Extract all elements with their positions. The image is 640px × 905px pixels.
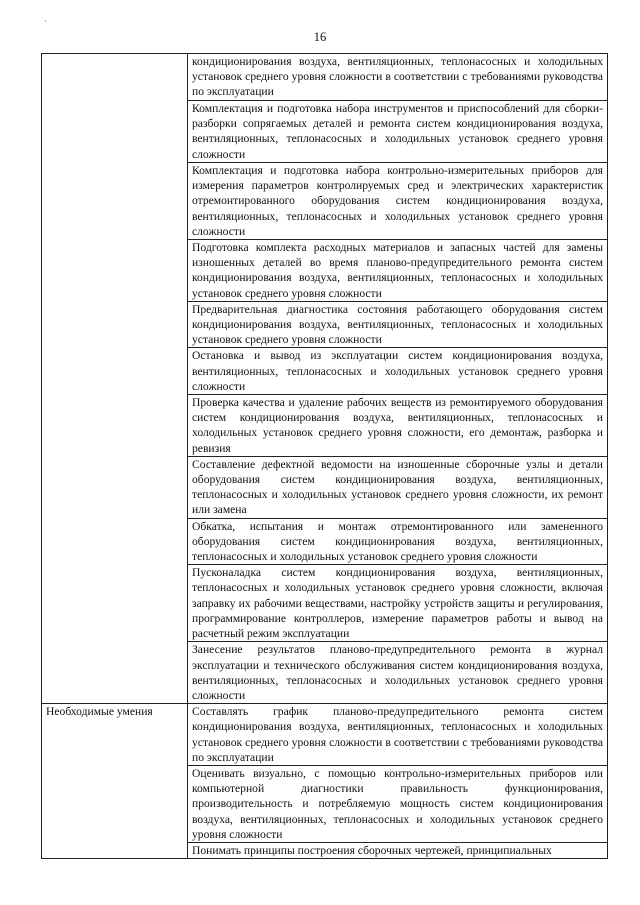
row-text-content: Пусконаладка систем кондиционирования воздуха, вентиляционных, теплонасосных и холодильных установок среднего уровня сложности, включая заправку их рабочими веществами, настройку устройств защиты и регулирования, программирование контроллеров, измерение параметров работы и вывод на расчетный режим эксплуатации bbox=[192, 566, 603, 641]
competency-table bbox=[41, 53, 608, 859]
row-text-content: Обкатка, испытания и монтаж отремонтированного или замененного оборудования систем кондиционирования воздуха, вентиляционных, теплонасосных и холодильных установок среднего уровня сложности bbox=[192, 519, 603, 564]
row-text-content: Комплектация и подготовка набора инструментов и приспособлений для сборки-разборки сопрягаемых деталей и ремонта систем кондиционирования воздуха, вентиляционных, теплонасосных и холодильных установок среднего уровня сложности bbox=[192, 102, 603, 161]
row-text bbox=[188, 704, 608, 766]
row-text bbox=[188, 395, 608, 457]
row-text bbox=[188, 101, 608, 163]
table-row bbox=[42, 704, 608, 766]
page-number: 16 bbox=[313, 30, 327, 44]
row-text-content: Понимать принципы построения сборочных чертежей, принципиальных bbox=[192, 843, 552, 857]
row-label: Необходимые умения bbox=[42, 704, 188, 859]
row-text-content: Остановка и вывод из эксплуатации систем кондиционирования воздуха, вентиляционных, теплонасосных и холодильных установок среднего уровня сложности bbox=[192, 349, 603, 393]
table-row bbox=[42, 54, 608, 101]
row-text-content: Оценивать визуально, с помощью контрольно-измерительных приборов или компьютерной диагностики правильность функционирования, производительность и потребляемую мощность систем кондиционирования воздуха, вентиляционных, теплонасосных и холодильных установок среднего уровня сложности bbox=[192, 766, 603, 841]
row-text bbox=[188, 54, 608, 101]
row-text-content: Комплектация и подготовка набора контрольно-измерительных приборов для измерения параметров контролируемых сред и электрических характеристик отремонтированного оборудования систем кондиционирования воздуха, вентиляционных, теплонасосных и холодильных установок среднего уровня сложности bbox=[192, 164, 603, 238]
row-text bbox=[188, 765, 608, 842]
row-text bbox=[188, 456, 608, 518]
row-text bbox=[188, 163, 608, 240]
row-text bbox=[188, 240, 608, 302]
row-text bbox=[188, 348, 608, 395]
corner-mark: · bbox=[44, 16, 47, 26]
row-label bbox=[42, 54, 188, 704]
row-text-content: Проверка качества и удаление рабочих веществ из ремонтируемого оборудования систем кондиционирования воздуха, вентиляционных, теплонасосных и холодильных установок среднего уровня сложности, его демонтаж, разборка и ревизия bbox=[192, 396, 603, 455]
row-text bbox=[188, 842, 608, 858]
row-text-content: кондиционирования воздуха, вентиляционных, теплонасосных и холодильных установок среднего уровня сложности в соответствии с требованиями руководства по эксплуатации bbox=[192, 55, 603, 99]
row-text-content: Составлять график планово-предупредительного ремонта систем кондиционирования воздуха, вентиляционных, теплонасосных и холодильных установок среднего уровня сложности в соответствии с требованиями руководства по эксплуатации bbox=[192, 705, 603, 764]
row-text bbox=[188, 642, 608, 704]
row-text-content: Составление дефектной ведомости на изношенные сборочные узлы и детали оборудования систем кондиционирования воздуха, вентиляционных, теплонасосных и холодильных установок среднего уровня сложности, их ремонт или замена bbox=[192, 457, 603, 517]
row-text-content: Предварительная диагностика состояния работающего оборудования систем кондиционирования воздуха, вентиляционных, теплонасосных и холодильных установок среднего уровня сложности bbox=[192, 302, 603, 347]
row-text-content: Подготовка комплекта расходных материалов и запасных частей для замены изношенных деталей во время планово-предупредительного ремонта систем кондиционирования воздуха, вентиляционных, теплонасосных и холодильных установок среднего уровня сложности bbox=[192, 241, 603, 300]
row-text-content: Занесение результатов планово-предупредительного ремонта в журнал эксплуатации и технического обслуживания систем кондиционирования воздуха, вентиляционных, теплонасосных и холодильных установок среднего уровня сложности bbox=[192, 643, 603, 702]
row-text bbox=[188, 518, 608, 565]
row-text bbox=[188, 565, 608, 642]
row-text bbox=[188, 301, 608, 348]
